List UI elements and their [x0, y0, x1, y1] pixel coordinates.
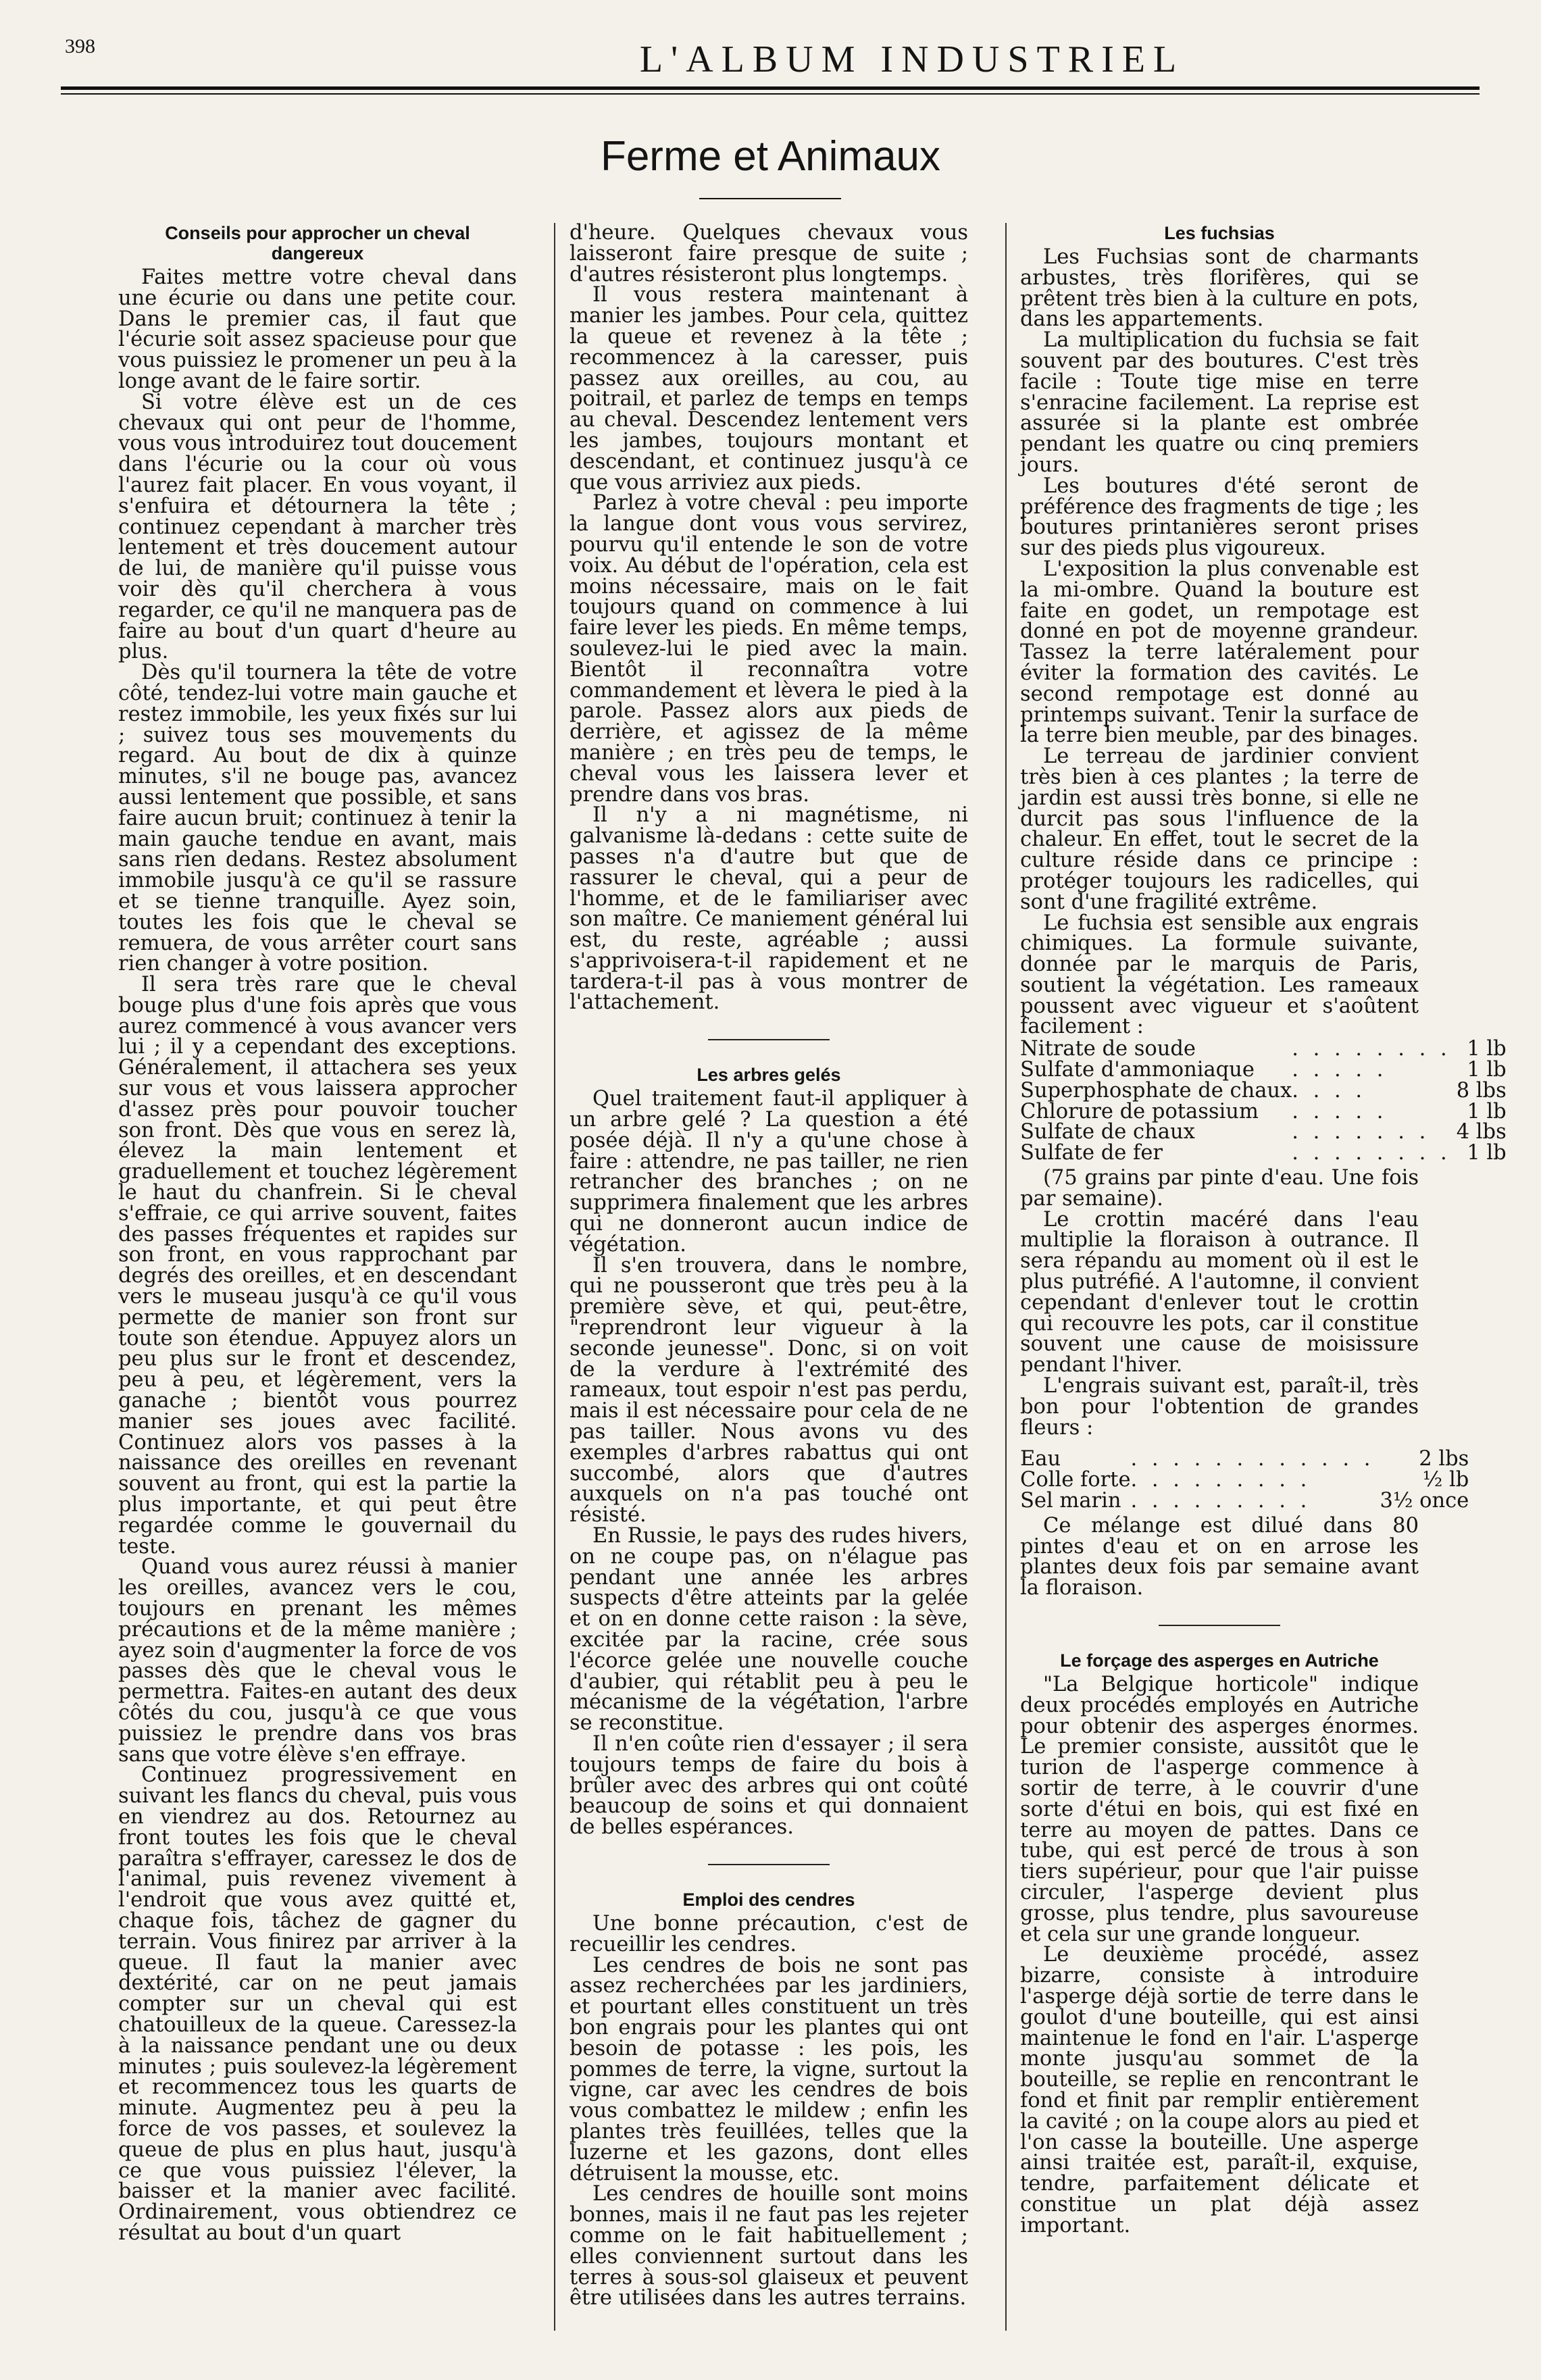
formula-dots: . . . . .	[1292, 1099, 1388, 1123]
paragraph: Quel traitement faut-il appliquer à un arbre gelé ? La question a été posée déjà. Il n'y a qu'une chose à faire : attendre, ne pas tailler, ne rien retrancher des branches ; on ne supprimera finalement que les arbres qui ne donneront aucun indice de végétation.	[570, 1087, 968, 1257]
section-title-rule	[699, 198, 841, 199]
article-title-fuchsias: Les fuchsias	[1164, 223, 1275, 243]
page-number: 398	[65, 35, 95, 57]
formula-qty: 4 lbs	[1456, 1120, 1507, 1144]
header-rule-thick	[61, 86, 1480, 90]
column-1	[118, 223, 517, 2351]
article-title-asperges: Le forçage des asperges en Autriche	[1060, 1650, 1379, 1671]
formula-dots: . . . . . . . . .	[1130, 1468, 1311, 1492]
article-title-cheval: Conseils pour approcher un cheval dangereux	[165, 223, 470, 263]
paragraph: Les cendres de houille sont moins bonnes, mais il ne faut pas les rejeter comme on le fait habituellement ; elles conviennent surtout dans les terres à sous-sol glaiseux et peuvent être utilisées dans les autres terrains.	[570, 2182, 968, 2310]
formula-item: Sulfate d'ammoniaque	[1020, 1058, 1255, 1082]
formula-row	[1020, 1060, 1507, 1081]
paragraph: Continuez progressivement en suivant les flancs du cheval, puis vous en viendrez au dos. Retournez au front toutes les fois que le cheval paraîtra s'effrayer, caressez le dos de l'animal, puis revenez vivement à l'endroit que vous avez quitté et, chaque fois, tâchez de gagner du terrain. Vous finirez par arriver à la queue. Il faut la manier avec dextérité, car on ne peut jamais compter sur un cheval qui est chatouilleux de la queue. Caressez-la à la naissance pendant une ou deux minutes ; puis soulevez-la légèrement et recommencez tous les quarts de minute. Augmentez peu à peu la force de vos passes, et soulevez la queue de plus en plus haut, jusqu'à ce que vous puissiez l'élever, la baisser et la manier avec facilité. Ordinairement, vous obtiendrez ce résultat au bout d'un quart	[118, 1763, 517, 2245]
paragraph: Le crottin macéré dans l'eau multiplie la floraison à outrance. Il sera répandu au moment où il est le plus putréfié. A l'automne, il convient cependant d'enlever tout le crottin qui recouvre les pots, car il constitue souvent une cause de moisissure pendant l'hiver.	[1020, 1207, 1419, 1377]
paragraph: La multiplication du fuchsia se fait souvent par des boutures. C'est très facile : Toute tige mise en terre s'enracine facilement. La reprise est assurée si la plante est ombrée pendant les quatre ou cinq premiers jours.	[1020, 328, 1419, 477]
formula-item: Nitrate de soude	[1020, 1037, 1196, 1061]
formula-dots: . . . . . . . .	[1292, 1037, 1451, 1061]
paragraph: Il sera très rare que le cheval bouge plus d'une fois après que vous aurez commencé à vous avancer vers lui ; il y a cependant des exceptions. Généralement, il attachera ses yeux sur vous et vous laissera approcher d'assez près pour pouvoir toucher son front. Dès que vous en serez là, élevez la main lentement et graduellement et touchez légèrement le haut du chanfrein. Si le cheval s'effraie, ce qui arrive souvent, faites des passes fréquentes et rapides sur son front, en vous rapprochant par degrés des oreilles, et en descendant vers le museau jusqu'à ce qu'il vous permette de manier son front sur toute son étendue. Appuyez alors un peu plus sur le front et descendez, peu à peu, et légèrement, vers la ganache ; bientôt vous pourrez manier ses joues avec facilité. Continuez alors vos passes à la naissance des oreilles en revenant souvent au front, qui est la partie la plus importante, et qui peut être regardée comme le gouvernail du teste.	[118, 973, 517, 1559]
formula-dots: . . . .	[1292, 1078, 1367, 1103]
paragraph: Les boutures d'été seront de préférence des fragments de tige ; les boutures printanières seront prises sur des pieds plus vigoureux.	[1020, 474, 1419, 561]
column-divider	[1005, 223, 1007, 2331]
formula-qty: 1 lb	[1467, 1141, 1507, 1165]
paragraph: Les Fuchsias sont de charmants arbustes, très florifères, qui se prêtent très bien à la culture en pots, dans les appartements.	[1020, 245, 1419, 332]
formula-qty: ½ lb	[1422, 1468, 1469, 1492]
paragraph: Quand vous aurez réussi à manier les oreilles, avancez vers le cou, toujours en prenant les mêmes précautions et de la même manière ; ayez soin d'augmenter la force de vos passes dès que le cheval vous le permettra. Faites-en autant des deux côtés du cou, jusqu'à ce que vous puissiez le prendre dans vos bras sans que votre élève s'en effraye.	[118, 1555, 517, 1767]
paragraph: Parlez à votre cheval : peu importe la langue dont vous vous servirez, pourvu qu'il entende le son de votre voix. Au début de l'opération, cela est moins nécessaire, mais on le fait toujours quand on commence à lui faire lever les pieds. En même temps, soulevez-lui le pied avec la main. Bientôt il reconnaîtra votre commandement et lèvera le pied à la parole. Passez alors aux pieds de derrière, et agissez de la même manière ; en très peu de temps, le cheval vous les laissera lever et prendre dans vos bras.	[570, 491, 968, 807]
paragraph: Il s'en trouvera, dans le nombre, qui ne pousseront que très peu à la première sève, et qui, peut-être, "reprendront leur vigueur à la seconde jeunesse". Donc, si on voit de la verdure à l'extrémité des rameaux, tout espoir n'est pas perdu, mais il est nécessaire pour cela de ne pas tailler. Nous avons vu des exemples d'arbres rabattus qui ont succombé, alors que d'autres auxquels on n'a pas touché ont résisté.	[570, 1253, 968, 1527]
article-separator	[708, 1864, 830, 1865]
formula-dots: . . . . . . . . .	[1130, 1489, 1311, 1513]
paragraph: L'engrais suivant est, paraît-il, très bon pour l'obtention de grandes fleurs :	[1020, 1374, 1419, 1440]
paragraph: L'exposition la plus convenable est la mi-ombre. Quand la bouture est faite en godet, un rempotage est donné en pot de moyenne grandeur. Tassez la terre latéralement pour éviter la formation des cavités. Le second rempotage est donné au printemps suivant. Tenir la surface de la terre bien meuble, par des binages.	[1020, 557, 1419, 748]
article-title-cendres: Emploi des cendres	[682, 1889, 855, 1910]
formula-dots: . . . . .	[1292, 1058, 1388, 1082]
formula-item: Colle forte	[1020, 1468, 1131, 1492]
paragraph: Le deuxième procédé, assez bizarre, consiste à introduire l'asperge déjà sortie de terre dans le goulot d'une bouteille, qui est ainsi maintenue le fond en l'air. L'asperge monte jusqu'au sommet de la bouteille, se replie en rencontrant le fond et finit par remplir entièrement la cavité ; on la coupe alors au pied et l'on casse la bouteille. Une asperge ainsi traitée est, paraît-il, exquise, tendre, parfaitement délicate et constitue un plat déjà assez important.	[1020, 1943, 1419, 2237]
paragraph: d'heure. Quelques chevaux vous laisseront faire presque de suite ; d'autres résisteront plus longtemps.	[570, 221, 968, 286]
formula-qty: 1 lb	[1467, 1058, 1507, 1082]
formula-row	[1020, 1122, 1507, 1143]
column-3	[1020, 223, 1507, 2351]
formula-qty: 2 lbs	[1419, 1447, 1469, 1471]
formula-qty: 8 lbs	[1456, 1078, 1507, 1103]
paragraph: (75 grains par pinte d'eau. Une fois par semaine).	[1020, 1166, 1419, 1211]
paragraph: En Russie, le pays des rudes hivers, on ne coupe pas, on n'élague pas pendant une année les arbres suspects d'être atteints par la gelée et on en donne cette raison : la sève, excitée par la racine, crée sous l'écorce gelée une nouvelle couche d'aubier, qui rétablit peu à peu le mécanisme de la végétation, l'arbre se reconstitue.	[570, 1524, 968, 1736]
formula-qty: 1 lb	[1467, 1099, 1507, 1123]
formula-item: Superphosphate de chaux	[1020, 1078, 1292, 1103]
paragraph: Dès qu'il tournera la tête de votre côté, tendez-lui votre main gauche et restez immobile, les yeux fixés sur lui ; suivez tous ses mouvements du regard. Au bout de dix à quinze minutes, s'il ne bouge pas, avancez aussi lentement que possible, et sans faire aucun bruit; continuez à tenir la main gauche tendue en avant, mais sans rien dedans. Restez absolument immobile jusqu'à ce qu'il se rassure et se tienne tranquille. Ayez soin, toutes les fois que le cheval se remuera, de vous arrêter court sans rien changer à votre position.	[118, 661, 517, 976]
formula-row	[1020, 1102, 1507, 1123]
article-title-arbres: Les arbres gelés	[697, 1065, 841, 1086]
formula-dots: . . . . . . .	[1292, 1120, 1430, 1144]
formula-dots: . . . . . . . . . . . .	[1130, 1447, 1375, 1471]
paragraph: Ce mélange est dilué dans 80 pintes d'eau et on en arrose les plantes deux fois par semaine avant la floraison.	[1020, 1513, 1419, 1600]
formula-row	[1020, 1143, 1507, 1164]
paragraph: Faites mettre votre cheval dans une écurie ou dans une petite cour. Dans le premier cas, il faut que l'écurie soit assez spacieuse pour que vous puissiez le promener un peu à la longe avant de le faire sortir.	[118, 265, 517, 393]
column-2	[570, 223, 968, 2351]
paragraph: Il n'y a ni magnétisme, ni galvanisme là-dedans : cette suite de passes n'a d'autre but que de rassurer le cheval, qui a peur de l'homme, et de le familiariser avec son maître. Ce maniement général lui est, du reste, agréable ; aussi s'apprivoisera-t-il rapidement et ne tardera-t-il pas à vous montrer de l'attachement.	[570, 803, 968, 1015]
paragraph: Le fuchsia est sensible aux engrais chimiques. La formule suivante, donnée par le marquis de Paris, soutient la végétation. Les rameaux poussent avec vigueur et s'aoûtent facilement :	[1020, 911, 1419, 1039]
formula-item: Eau	[1020, 1447, 1061, 1471]
article-separator	[1159, 1625, 1280, 1626]
paragraph: "La Belgique horticole" indique deux procédés employés en Autriche pour obtenir des asperges énormes. Le premier consiste, aussitôt que le turion de l'asperge commence à sortir de terre, à le couvrir d'une sorte d'étui en bois, qui est fixé en terre au moyen de pattes. Dans ce tube, qui est percé de trous à son tiers supérieur, pour que l'air puisse circuler, l'asperge devient plus grosse, plus tendre, plus savoureuse et cela sur une grande longueur.	[1020, 1673, 1419, 1946]
paragraph: Le terreau de jardinier convient très bien à ces plantes ; la terre de jardin est aussi très bonne, si elle ne durcit pas sous l'influence de la chaleur. En effet, tout le secret de la culture réside dans ce principe : protéger toujours les radicelles, qui sont d'une fragilité extrême.	[1020, 744, 1419, 914]
formula-item: Sulfate de fer	[1020, 1141, 1163, 1165]
paragraph: Une bonne précaution, c'est de recueillir les cendres.	[570, 1911, 968, 1956]
formula-row	[1020, 1039, 1507, 1060]
formula-row	[1020, 1449, 1469, 1470]
formula-dots: . . . . . . . .	[1292, 1141, 1451, 1165]
running-head: L'ALBUM INDUSTRIEL	[639, 39, 1185, 80]
formula-qty: 3½ once	[1380, 1489, 1469, 1513]
paragraph: Il vous restera maintenant à manier les jambes. Pour cela, quittez la queue et revenez à la tête ; recommencez à la caresser, puis passez aux oreilles, au cou, au poitrail, et parlez de temps en temps au cheval. Descendez lentement vers les jambes, toujours montant et descendant, et continuez jusqu'à ce que vous arriviez aux pieds.	[570, 283, 968, 495]
formula-row	[1020, 1081, 1507, 1102]
formula-item: Chlorure de potassium	[1020, 1099, 1259, 1123]
paragraph: Si votre élève est un de ces chevaux qui ont peur de l'homme, vous vous introduirez tout doucement dans l'écurie ou la cour où vous l'aurez fait placer. En vous voyant, il s'enfuira et détournera la tête ; continuez cependant à marcher très lentement et très doucement autour de lui, de manière qu'il puisse vous voir dès qu'il cherchera à vous regarder, ce qu'il ne manquera pas de faire au bout d'un quart d'heure au plus.	[118, 390, 517, 664]
article-separator	[708, 1039, 830, 1040]
formula-item: Sulfate de chaux	[1020, 1120, 1195, 1144]
formula-item: Sel marin	[1020, 1489, 1121, 1513]
column-divider	[554, 223, 555, 2331]
fertilizer-formula-2	[1020, 1449, 1469, 1511]
paragraph: Les cendres de bois ne sont pas assez recherchées par les jardiniers, et pourtant elles constituent un très bon engrais pour les plantes qui ont besoin de potasse : les pois, les pommes de terre, la vigne, surtout la vigne, car avec les cendres de bois vous combattez le mildew ; enfin les plantes très feuillées, telles que la luzerne et les gazons, dont elles détruisent la mousse, etc.	[570, 1953, 968, 2185]
fertilizer-formula-1	[1020, 1039, 1507, 1164]
header-rule-thin	[61, 93, 1480, 95]
formula-qty: 1 lb	[1467, 1037, 1507, 1061]
section-title: Ferme et Animaux	[600, 133, 941, 180]
paragraph: Il n'en coûte rien d'essayer ; il sera toujours temps de faire du bois à brûler avec des arbres qui ont coûté beaucoup de soins et qui donnaient de belles espérances.	[570, 1731, 968, 1840]
formula-row	[1020, 1491, 1469, 1512]
formula-row	[1020, 1470, 1469, 1491]
